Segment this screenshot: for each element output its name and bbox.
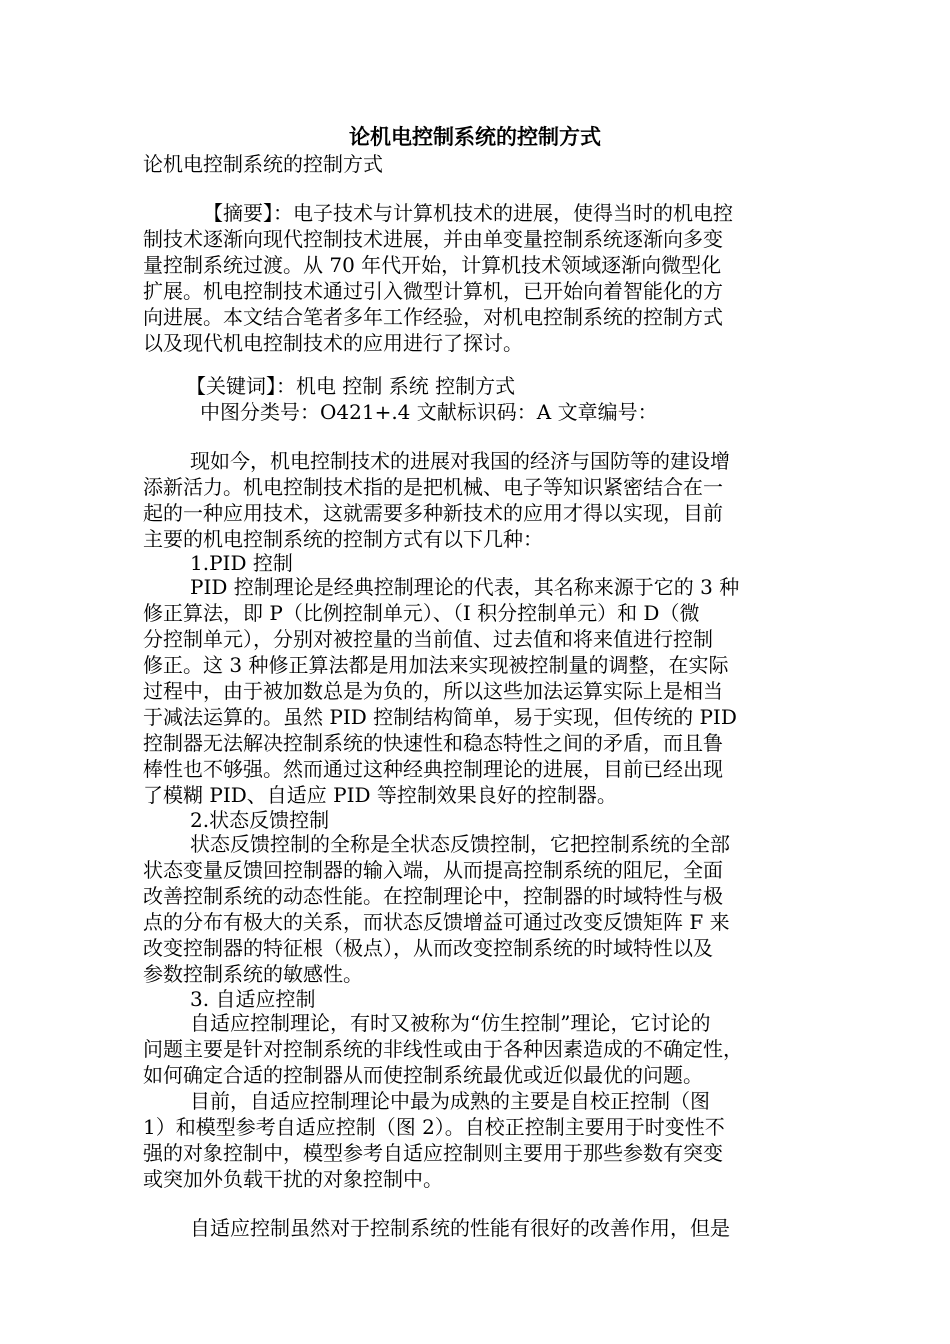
paragraph-line: 起的一种应用技术，这就需要多种新技术的应用才得以实现，目前	[143, 501, 723, 525]
paragraph-line: 1）和模型参考自适应控制（图 2）。自校正控制主要用于时变性不	[143, 1115, 725, 1139]
document-title: 论机电控制系统的控制方式	[349, 124, 601, 149]
keywords-line: 【关键词】：机电 控制 系统 控制方式	[186, 374, 516, 398]
abstract-line: 制技术逐渐向现代控制技术进展，并由单变量控制系统逐渐向多变	[143, 227, 723, 251]
abstract-line: 向进展。本文结合笔者多年工作经验，对机电控制系统的控制方式	[143, 305, 723, 329]
paragraph-line: 现如今，机电控制技术的进展对我国的经济与国防等的建设增	[190, 449, 730, 473]
paragraph-line: 参数控制系统的敏感性。	[143, 962, 363, 986]
paragraph-line: 1.PID 控制	[190, 551, 293, 575]
paragraph-line: 状态变量反馈回控制器的输入端，从而提高控制系统的阻尼，全面	[143, 858, 723, 882]
abstract-line: 量控制系统过渡。从 70 年代开始，计算机技术领域逐渐向微型化	[143, 253, 722, 277]
paragraph-line: 强的对象控制中，模型参考自适应控制则主要用于那些参数有突变	[143, 1141, 723, 1165]
paragraph-line: 3. 自适应控制	[190, 987, 316, 1011]
abstract-line: 以及现代机电控制技术的应用进行了探讨。	[143, 331, 523, 355]
paragraph-line: 于减法运算的。虽然 PID 控制结构简单，易于实现，但传统的 PID	[143, 705, 737, 729]
paragraph-line: 状态反馈控制的全称是全状态反馈控制，它把控制系统的全部	[190, 832, 730, 856]
subtitle-line: 论机电控制系统的控制方式	[143, 152, 383, 176]
abstract-line: 扩展。机电控制技术通过引入微型计算机，已开始向着智能化的方	[143, 279, 723, 303]
paragraph-line: 如何确定合适的控制器从而使控制系统最优或近似最优的问题。	[143, 1063, 703, 1087]
paragraph-line: 2.状态反馈控制	[190, 808, 330, 832]
paragraph-line: 棒性也不够强。然而通过这种经典控制理论的进展，目前已经出现	[143, 757, 723, 781]
abstract-line: 【摘要】：电子技术与计算机技术的进展，使得当时的机电控	[203, 201, 733, 225]
paragraph-line: 添新活力。机电控制技术指的是把机械、电子等知识紧密结合在一	[143, 475, 723, 499]
paragraph-line: PID 控制理论是经典控制理论的代表，其名称来源于它的 3 种	[190, 575, 740, 599]
paragraph-line: 自适应控制虽然对于控制系统的性能有很好的改善作用，但是	[190, 1216, 730, 1240]
paragraph-line: 了模糊 PID、自适应 PID 等控制效果良好的控制器。	[143, 783, 617, 807]
paragraph-line: 问题主要是针对控制系统的非线性或由于各种因素造成的不确定性，	[143, 1037, 743, 1061]
paragraph-line: 修正。这 3 种修正算法都是用加法来实现被控制量的调整，在实际	[143, 653, 729, 677]
paragraph-line: 修正算法，即 P（比例控制单元）、（I 积分控制单元）和 D（微	[143, 601, 700, 625]
paragraph-line: 自适应控制理论，有时又被称为“仿生控制”理论，它讨论的	[190, 1011, 711, 1035]
paragraph-line: 或突加外负载干扰的对象控制中。	[143, 1167, 443, 1191]
paragraph-line: 目前，自适应控制理论中最为成熟的主要是自校正控制（图	[190, 1089, 710, 1113]
paragraph-line: 控制器无法解决控制系统的快速性和稳态特性之间的矛盾，而且鲁	[143, 731, 723, 755]
paragraph-line: 改善控制系统的动态性能。在控制理论中，控制器的时域特性与极	[143, 884, 723, 908]
paragraph-line: 点的分布有极大的关系，而状态反馈增益可通过改变反馈矩阵 F 来	[143, 910, 730, 934]
paragraph-line: 主要的机电控制系统的控制方式有以下几种：	[143, 527, 543, 551]
paragraph-line: 改变控制器的特征根（极点），从而改变控制系统的时域特性以及	[143, 936, 713, 960]
paragraph-line: 过程中，由于被加数总是为负的，所以这些加法运算实际上是相当	[143, 679, 723, 703]
paragraph-line: 分控制单元），分别对被控量的当前值、过去值和将来值进行控制	[143, 627, 713, 651]
classification-line: 中图分类号：O421+.4 文献标识码：A 文章编号：	[200, 400, 658, 424]
